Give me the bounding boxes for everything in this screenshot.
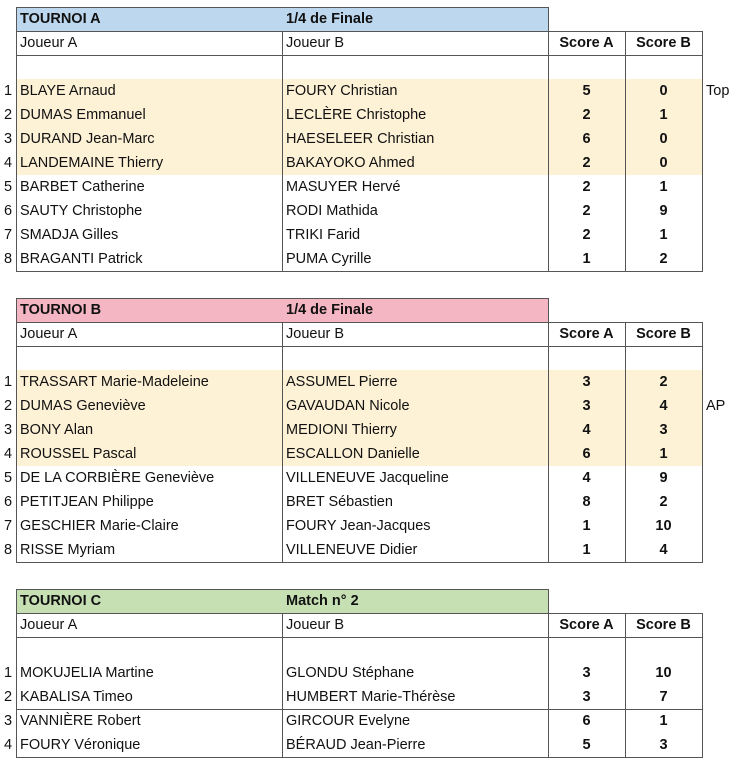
player-b-cell[interactable]: BRET Sébastien (286, 494, 393, 510)
player-a-cell[interactable]: VANNIÈRE Robert (20, 713, 141, 729)
column-header-score-b[interactable]: Score B (636, 617, 691, 633)
table-row (0, 247, 756, 271)
player-b-cell[interactable]: HAESELEER Christian (282, 127, 548, 151)
table-border-bottom (16, 757, 703, 758)
column-header-player-b[interactable]: Joueur B (286, 35, 345, 51)
score-a-cell[interactable]: 2 (582, 179, 591, 195)
table-row (0, 709, 756, 733)
column-divider (282, 613, 283, 758)
header-border-top (16, 31, 703, 32)
column-divider (625, 322, 626, 563)
score-b-cell[interactable]: 2 (659, 251, 668, 267)
score-b-cell[interactable]: 1 (625, 103, 702, 127)
column-header-player-a[interactable]: Joueur A (20, 617, 78, 633)
score-b-cell[interactable]: 1 (625, 442, 702, 466)
column-divider (625, 613, 626, 758)
row-number: 1 (4, 374, 13, 390)
row-number: 3 (4, 131, 13, 147)
player-a-cell[interactable]: MOKUJELIA Martine (20, 665, 154, 681)
table-row (0, 199, 756, 223)
title-border-right (548, 7, 549, 32)
score-a-cell[interactable]: 6 (582, 713, 591, 729)
score-b-cell[interactable]: 3 (659, 737, 668, 753)
table-border-left (16, 298, 17, 563)
score-b-cell[interactable]: 9 (659, 203, 668, 219)
score-a-cell[interactable]: 4 (582, 470, 591, 486)
row-number: 8 (4, 542, 13, 558)
score-b-cell[interactable]: 3 (625, 418, 702, 442)
table-row (0, 442, 756, 466)
player-a-cell[interactable]: SMADJA Gilles (20, 227, 119, 243)
column-divider (702, 613, 703, 758)
column-header-score-a[interactable]: Score A (559, 326, 614, 342)
score-a-cell[interactable]: 2 (548, 103, 625, 127)
table-row (0, 490, 756, 514)
player-a-cell[interactable]: KABALISA Timeo (20, 689, 133, 705)
player-b-cell[interactable]: HUMBERT Marie-Thérèse (286, 689, 456, 705)
player-b-cell[interactable]: FOURY Jean-Jacques (286, 518, 431, 534)
table-row (0, 370, 756, 394)
player-b-cell[interactable]: GAVAUDAN Nicole (282, 394, 548, 418)
player-b-cell[interactable]: RODI Mathida (286, 203, 378, 219)
match-note: AP (706, 398, 726, 414)
tournament-name: TOURNOI C (20, 593, 102, 609)
score-a-cell[interactable]: 2 (582, 203, 591, 219)
row-number: 4 (4, 446, 13, 462)
player-a-cell[interactable]: PETITJEAN Philippe (20, 494, 154, 510)
score-b-cell[interactable]: 0 (625, 127, 702, 151)
score-b-cell[interactable]: 10 (655, 665, 672, 681)
table-row (0, 538, 756, 562)
player-a-cell[interactable]: ROUSSEL Pascal (16, 442, 282, 466)
table-border-bottom (16, 562, 703, 563)
player-b-cell[interactable]: MEDIONI Thierry (282, 418, 548, 442)
score-a-cell[interactable]: 4 (548, 418, 625, 442)
player-b-cell[interactable]: GLONDU Stéphane (286, 665, 415, 681)
row-number: 4 (4, 155, 13, 171)
column-divider (625, 31, 626, 272)
table-row (0, 733, 756, 757)
score-a-cell[interactable]: 3 (548, 370, 625, 394)
table-border-left (16, 589, 17, 758)
table-border-left (16, 7, 17, 272)
table-row (0, 223, 756, 247)
player-a-cell[interactable]: LANDEMAINE Thierry (16, 151, 282, 175)
column-header-player-b[interactable]: Joueur B (286, 617, 345, 633)
player-b-cell[interactable]: ESCALLON Danielle (282, 442, 548, 466)
row-divider (16, 709, 703, 710)
row-number: 2 (4, 107, 13, 123)
player-b-cell[interactable]: TRIKI Farid (286, 227, 361, 243)
table-row (0, 685, 756, 709)
column-header-score-a[interactable]: Score A (559, 617, 614, 633)
score-b-cell[interactable]: 1 (659, 713, 668, 729)
player-a-cell[interactable]: DE LA CORBIÈRE Geneviève (20, 470, 215, 486)
tournament-title-row (0, 589, 756, 613)
row-number: 1 (4, 665, 13, 681)
table-row (0, 103, 756, 127)
player-a-cell[interactable]: FOURY Véronique (20, 737, 141, 753)
column-header-score-b[interactable]: Score B (636, 326, 691, 342)
column-header-row (0, 31, 756, 55)
match-note: Top (706, 83, 730, 99)
score-b-cell[interactable]: 9 (659, 470, 668, 486)
score-a-cell[interactable]: 1 (582, 518, 591, 534)
score-a-cell[interactable]: 8 (582, 494, 591, 510)
row-number: 2 (4, 398, 13, 414)
table-row (0, 418, 756, 442)
column-header-score-b[interactable]: Score B (636, 35, 691, 51)
player-a-cell[interactable]: RISSE Myriam (20, 542, 116, 558)
player-b-cell[interactable]: BÉRAUD Jean-Pierre (286, 737, 426, 753)
row-number: 7 (4, 518, 13, 534)
score-b-cell[interactable]: 1 (659, 227, 668, 243)
column-divider (282, 322, 283, 563)
column-divider (548, 322, 549, 563)
table-row (0, 79, 756, 103)
player-a-cell[interactable]: GESCHIER Marie-Claire (20, 518, 179, 534)
score-b-cell[interactable]: 1 (659, 179, 668, 195)
column-header-player-b[interactable]: Joueur B (286, 326, 345, 342)
header-border-bottom (16, 637, 703, 638)
score-a-cell[interactable]: 1 (582, 251, 591, 267)
table-row (0, 466, 756, 490)
row-number: 5 (4, 179, 13, 195)
score-a-cell[interactable]: 1 (582, 542, 591, 558)
player-b-cell[interactable]: VILLENEUVE Jacqueline (286, 470, 449, 486)
player-b-cell[interactable]: BAKAYOKO Ahmed (282, 151, 548, 175)
score-a-cell[interactable]: 3 (582, 689, 591, 705)
score-a-cell[interactable]: 3 (582, 665, 591, 681)
header-border-top (16, 322, 703, 323)
row-number: 3 (4, 422, 13, 438)
player-b-cell[interactable]: ASSUMEL Pierre (282, 370, 548, 394)
tournament-title-row (0, 298, 756, 322)
score-a-cell[interactable]: 3 (548, 394, 625, 418)
title-border-top (16, 589, 549, 590)
column-divider (282, 31, 283, 272)
title-border-right (548, 298, 549, 323)
score-b-cell[interactable]: 0 (625, 79, 702, 103)
row-number: 6 (4, 203, 13, 219)
table-border-bottom (16, 271, 703, 272)
player-a-cell[interactable]: BARBET Catherine (20, 179, 145, 195)
row-number: 4 (4, 737, 13, 753)
tournament-title-row (0, 7, 756, 31)
row-number: 3 (4, 713, 13, 729)
header-border-top (16, 613, 703, 614)
table-row (0, 394, 756, 418)
column-divider (702, 322, 703, 563)
table-row (0, 127, 756, 151)
player-b-cell[interactable]: VILLENEUVE Didier (286, 542, 418, 558)
score-b-cell[interactable]: 4 (659, 542, 668, 558)
score-a-cell[interactable]: 2 (582, 227, 591, 243)
score-b-cell[interactable]: 10 (655, 518, 672, 534)
score-b-cell[interactable]: 2 (625, 370, 702, 394)
table-row (0, 514, 756, 538)
column-header-score-a[interactable]: Score A (559, 35, 614, 51)
player-b-cell[interactable]: LECLÈRE Christophe (282, 103, 548, 127)
column-header-player-a[interactable]: Joueur A (20, 35, 78, 51)
score-a-cell[interactable]: 5 (548, 79, 625, 103)
score-b-cell[interactable]: 7 (659, 689, 668, 705)
header-border-bottom (16, 55, 703, 56)
header-border-bottom (16, 346, 703, 347)
player-a-cell[interactable]: BONY Alan (16, 418, 282, 442)
column-header-row (0, 322, 756, 346)
title-border-top (16, 298, 549, 299)
player-b-cell[interactable]: GIRCOUR Evelyne (286, 713, 411, 729)
player-b-cell[interactable]: MASUYER Hervé (286, 179, 401, 195)
row-number: 1 (4, 83, 13, 99)
title-border-top (16, 7, 549, 8)
tournament-name: TOURNOI B (20, 302, 102, 318)
player-b-cell[interactable]: PUMA Cyrille (286, 251, 372, 267)
table-row (0, 151, 756, 175)
tournament-round: Match n° 2 (286, 593, 359, 609)
tournament-round: 1/4 de Finale (286, 302, 374, 318)
player-a-cell[interactable]: BLAYE Arnaud (16, 79, 282, 103)
player-b-cell[interactable]: FOURY Christian (282, 79, 548, 103)
tournament-round: 1/4 de Finale (286, 11, 374, 27)
player-a-cell[interactable]: DUMAS Geneviève (16, 394, 282, 418)
player-a-cell[interactable]: DURAND Jean-Marc (16, 127, 282, 151)
score-a-cell[interactable]: 2 (548, 151, 625, 175)
row-number: 7 (4, 227, 13, 243)
player-a-cell[interactable]: TRASSART Marie-Madeleine (16, 370, 282, 394)
player-a-cell[interactable]: SAUTY Christophe (20, 203, 143, 219)
score-b-cell[interactable]: 4 (625, 394, 702, 418)
score-a-cell[interactable]: 6 (548, 442, 625, 466)
title-border-right (548, 589, 549, 614)
column-header-player-a[interactable]: Joueur A (20, 326, 78, 342)
row-number: 8 (4, 251, 13, 267)
column-divider (548, 613, 549, 758)
player-a-cell[interactable]: BRAGANTI Patrick (20, 251, 143, 267)
player-a-cell[interactable]: DUMAS Emmanuel (16, 103, 282, 127)
column-header-row (0, 613, 756, 637)
row-number: 2 (4, 689, 13, 705)
score-b-cell[interactable]: 2 (659, 494, 668, 510)
tournament-name: TOURNOI A (20, 11, 101, 27)
column-divider (702, 31, 703, 272)
score-a-cell[interactable]: 6 (548, 127, 625, 151)
table-row (0, 661, 756, 685)
score-b-cell[interactable]: 0 (625, 151, 702, 175)
score-a-cell[interactable]: 5 (582, 737, 591, 753)
table-row (0, 175, 756, 199)
column-divider (548, 31, 549, 272)
row-number: 6 (4, 494, 13, 510)
row-number: 5 (4, 470, 13, 486)
